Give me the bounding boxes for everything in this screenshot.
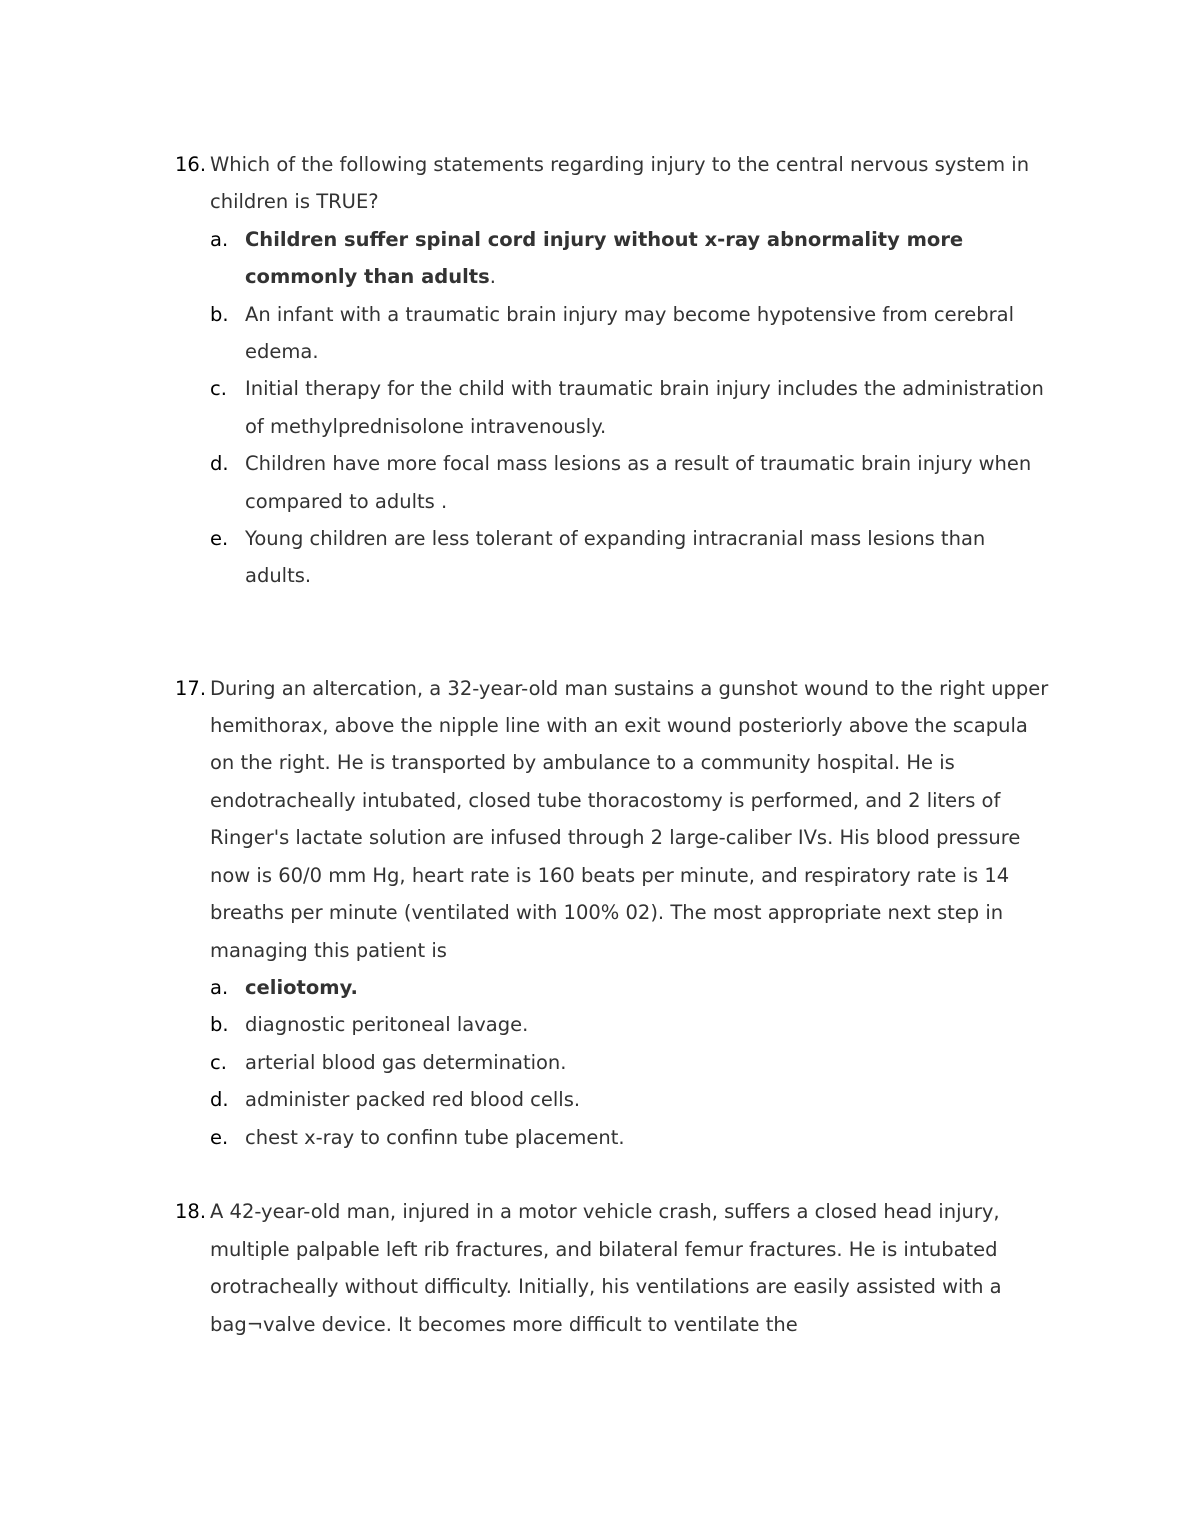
option-text: Young children are less tolerant of expanding intracranial mass lesions than adults.	[245, 527, 986, 588]
option-letter: a.	[210, 227, 229, 251]
option-e	[210, 1119, 1055, 1156]
option-text: chest x-ray to confinn tube placement.	[245, 1125, 625, 1149]
option-d	[210, 1081, 1055, 1118]
spacer	[175, 595, 1055, 670]
question-stem: A 42-year-old man, injured in a motor vehicle crash, suffers a closed head injury, multiple palpable left rib fractures, and bilateral femur fractures. He is intubated orotracheally without difficulty. Initially, his ventilations are easily assisted with a bag¬valve device. It becomes more difficult to ventilate the	[210, 1200, 1002, 1336]
option-letter: d.	[210, 1088, 229, 1112]
option-text: diagnostic peritoneal lavage.	[245, 1013, 529, 1037]
option-text: An infant with a traumatic brain injury may become hypotensive from cerebral edema.	[245, 302, 1015, 364]
option-text: Children have more focal mass lesions as a result of traumatic brain injury when compared to adults .	[245, 452, 1032, 513]
option-d	[210, 445, 1055, 520]
question-number: 16.	[175, 153, 207, 176]
option-suffix: .	[489, 265, 496, 289]
question-stem: During an altercation, a 32-year-old man sustains a gunshot wound to the right upper hemithorax, above the nipple line with an exit wound posteriorly above the scapula on the right. He is transported by ambulance to a community hospital. He is endotracheally intubated, closed tube thoracostomy is performed, and 2 liters of Ringer's lactate solution are infused through 2 large-caliber IVs. His blood pressure now is 60/0 mm Hg, heart rate is 160 beats per minute, and respiratory rate is 14 breaths per minute (ventilated with 100% 02). The most appropriate next step in managing this patient is	[210, 676, 1049, 962]
document-body	[175, 146, 1055, 1343]
option-text-correct: celiotomy.	[245, 975, 358, 999]
question-17	[175, 670, 1055, 1156]
spacer	[175, 1156, 1055, 1193]
option-letter: c.	[210, 1050, 227, 1074]
option-letter: e.	[210, 527, 229, 551]
option-b	[210, 1006, 1055, 1043]
question-stem: Which of the following statements regarding injury to the central nervous system in children is TRUE?	[210, 153, 1030, 214]
option-text: administer packed red blood cells.	[245, 1088, 581, 1112]
option-e	[210, 520, 1055, 595]
option-letter: b.	[210, 1013, 229, 1037]
question-16	[175, 146, 1055, 595]
option-letter: d.	[210, 452, 229, 476]
question-18	[175, 1193, 1055, 1343]
option-letter: b.	[210, 302, 229, 326]
option-c	[210, 370, 1055, 445]
option-a	[210, 221, 1055, 296]
option-c	[210, 1044, 1055, 1081]
option-letter: e.	[210, 1125, 229, 1149]
option-text-correct: Children suffer spinal cord injury without x-ray abnormality more commonly than adults	[245, 227, 964, 289]
option-text: arterial blood gas determination.	[245, 1050, 567, 1074]
option-letter: a.	[210, 975, 229, 999]
option-b	[210, 296, 1055, 371]
option-a	[210, 969, 1055, 1006]
option-letter: c.	[210, 377, 227, 401]
question-number: 18.	[175, 1200, 207, 1224]
option-text: Initial therapy for the child with traumatic brain injury includes the administration of methylprednisolone intravenously.	[245, 377, 1044, 438]
question-number: 17.	[175, 676, 207, 700]
